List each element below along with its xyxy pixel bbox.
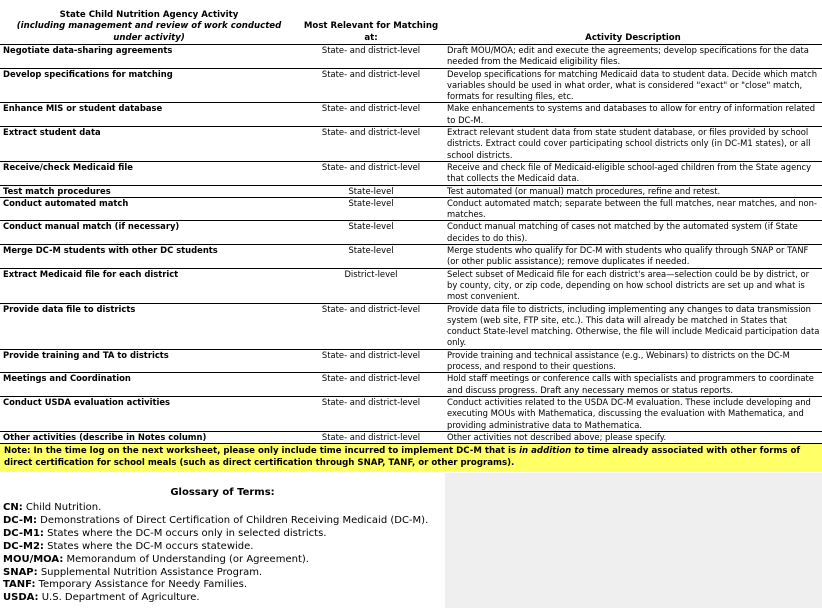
table-row (0, 103, 822, 127)
glossary-term: DC-M1: (3, 527, 44, 539)
activity-cell[interactable]: Conduct automated match (0, 197, 298, 221)
activity-table-body (0, 45, 822, 444)
header-activity-line3: under activity) (113, 32, 185, 43)
description-cell[interactable]: Conduct manual matching of cases not matched by the automated system (if State decides to do this). (444, 221, 822, 245)
activity-cell[interactable]: Receive/check Medicaid file (0, 161, 298, 185)
glossary-definition: States where the DC-M occurs only in selected districts. (43, 527, 327, 539)
activity-cell[interactable]: Conduct USDA evaluation activities (0, 396, 298, 431)
activity-cell[interactable]: Develop specifications for matching (0, 68, 298, 103)
glossary-definition: U.S. Department of Agriculture. (38, 592, 200, 604)
description-cell[interactable]: Select subset of Medicaid file for each district's area—selection could be by district, or by county, city, or zip code, depending on how school districts are set up and what is most convenient. (444, 268, 822, 303)
description-cell[interactable]: Receive and check file of Medicaid-eligible school-aged children from the State agency that collects the Medicaid data. (444, 161, 822, 185)
activity-cell[interactable]: Negotiate data-sharing agreements (0, 45, 298, 69)
glossary-term: USDA: (3, 592, 39, 604)
glossary (0, 485, 445, 608)
matching-level-cell[interactable]: State- and district-level (298, 127, 444, 162)
matching-level-cell[interactable]: State-level (298, 245, 444, 269)
glossary-item[interactable] (3, 554, 445, 567)
glossary-item[interactable] (3, 579, 445, 592)
table-row (0, 396, 822, 431)
table-row (0, 221, 822, 245)
table-row (0, 161, 822, 185)
glossary-item[interactable] (3, 592, 445, 605)
matching-level-cell[interactable]: State-level (298, 221, 444, 245)
activity-cell[interactable]: Provide training and TA to districts (0, 349, 298, 373)
glossary-term: CN: (3, 502, 23, 513)
description-cell[interactable]: Hold staff meetings or conference calls with specialists and programmers to coordinate and discuss progress. Draft any necessary memos or status reports. (444, 373, 822, 397)
note-emphasis: in addition to (519, 446, 585, 456)
glossary-term: MOU/MOA: (3, 553, 64, 565)
table-row (0, 127, 822, 162)
description-cell[interactable]: Extract relevant student data from state student database, or files provided by school districts. Extract could cover participating school districts only (in DC-M1 states), or all school districts. (444, 127, 822, 162)
description-cell[interactable]: Draft MOU/MOA; edit and execute the agreements; develop specifications for the data needed from the Medicaid eligibility files. (444, 45, 822, 69)
activity-cell[interactable]: Extract student data (0, 127, 298, 162)
activity-cell[interactable]: Merge DC-M students with other DC students (0, 245, 298, 269)
matching-level-cell[interactable]: State-level (298, 197, 444, 221)
header-activity-line2: (including management and review of work conducted (16, 21, 282, 32)
matching-level-cell[interactable]: State- and district-level (298, 349, 444, 373)
glossary-definition: Demonstrations of Direct Certification of Children Receiving Medicaid (DC-M). (36, 514, 429, 526)
table-row (0, 245, 822, 269)
glossary-list (0, 502, 445, 605)
matching-level-cell[interactable]: District-level (298, 268, 444, 303)
table-row (0, 349, 822, 373)
note-banner[interactable] (0, 444, 822, 472)
glossary-item[interactable] (3, 528, 445, 541)
glossary-definition: Child Nutrition. (22, 502, 102, 513)
table-row (0, 68, 822, 103)
matching-level-cell[interactable]: State- and district-level (298, 68, 444, 103)
glossary-definition: Memorandum of Understanding (or Agreement). (63, 553, 309, 565)
activity-cell[interactable]: Meetings and Coordination (0, 373, 298, 397)
glossary-item[interactable] (3, 515, 445, 528)
matching-level-cell[interactable]: State-level (298, 185, 444, 197)
glossary-definition: Supplemental Nutrition Assistance Program. (37, 566, 263, 578)
header-activity-line1: State Child Nutrition Agency Activity (59, 10, 239, 21)
description-cell[interactable]: Provide training and technical assistance (e.g., Webinars) to districts on the DC-M process, and respond to their questions. (444, 349, 822, 373)
header-matching-level[interactable]: Most Relevant for Matching at: (298, 0, 444, 45)
note-text-before: Note: In the time log on the next worksheet, please only include time incurred to implement DC-M that is (4, 446, 520, 456)
matching-level-cell[interactable]: State- and district-level (298, 303, 444, 349)
table-row (0, 373, 822, 397)
activity-cell[interactable]: Provide data file to districts (0, 303, 298, 349)
description-cell[interactable]: Conduct automated match; separate between the full matches, near matches, and non-matches. (444, 197, 822, 221)
activity-cell[interactable]: Conduct manual match (if necessary) (0, 221, 298, 245)
header-description[interactable]: Activity Description (444, 0, 822, 45)
table-row (0, 431, 822, 443)
glossary-term: SNAP: (3, 566, 38, 578)
description-cell[interactable]: Conduct activities related to the USDA DC-M evaluation. These include developing and executing MOUs with Mathematica, discussing the evaluation with Mathematica, and providing administrative data to Mathematica. (444, 396, 822, 431)
description-cell[interactable]: Provide data file to districts, including implementing any changes to data transmission system (web site, FTP site, etc.). This data will already be matched in States that conduct State-level matching. Otherwise, the file will include Medicaid participation data only. (444, 303, 822, 349)
table-row (0, 185, 822, 197)
table-row (0, 268, 822, 303)
header-activity[interactable] (0, 0, 298, 45)
glossary-term: DC-M: (3, 514, 37, 526)
activity-cell[interactable]: Test match procedures (0, 185, 298, 197)
matching-level-cell[interactable]: State- and district-level (298, 431, 444, 443)
matching-level-cell[interactable]: State- and district-level (298, 161, 444, 185)
table-header-row (0, 0, 822, 45)
matching-level-cell[interactable]: State- and district-level (298, 373, 444, 397)
glossary-item[interactable] (3, 541, 445, 554)
glossary-term: TANF: (3, 579, 36, 591)
glossary-definition: States where the DC-M occurs statewide. (43, 540, 254, 552)
matching-level-cell[interactable]: State- and district-level (298, 103, 444, 127)
description-cell[interactable]: Develop specifications for matching Medicaid data to student data. Decide which match variables should be used in what order, what is considered "exact" or "close" match, formats for resulting files, etc. (444, 68, 822, 103)
description-cell[interactable]: Make enhancements to systems and databases to allow for entry of information related to DC-M. (444, 103, 822, 127)
glossary-term: DC-M2: (3, 540, 44, 552)
glossary-title[interactable]: Glossary of Terms: (170, 487, 275, 498)
matching-level-cell[interactable]: State- and district-level (298, 396, 444, 431)
glossary-definition: Temporary Assistance for Needy Families. (35, 579, 248, 591)
note-text-after: time already associated with other forms of direct certification for school meals (such as direct certification through SNAP, TANF, or other programs). (4, 446, 801, 468)
glossary-item[interactable] (3, 502, 445, 515)
matching-level-cell[interactable]: State- and district-level (298, 45, 444, 69)
description-cell[interactable]: Test automated (or manual) match procedures, refine and retest. (444, 185, 822, 197)
glossary-item[interactable] (3, 567, 445, 580)
table-row (0, 45, 822, 69)
description-cell[interactable]: Merge students who qualify for DC-M with students who qualify through SNAP or TANF (or other public assistance); remove duplicates if needed. (444, 245, 822, 269)
table-row (0, 303, 822, 349)
description-cell[interactable]: Other activities not described above; please specify. (444, 431, 822, 443)
activity-cell[interactable]: Enhance MIS or student database (0, 103, 298, 127)
activity-cell[interactable]: Other activities (describe in Notes column) (0, 431, 298, 443)
activity-cell[interactable]: Extract Medicaid file for each district (0, 268, 298, 303)
table-row (0, 197, 822, 221)
empty-cells-area (445, 473, 822, 608)
